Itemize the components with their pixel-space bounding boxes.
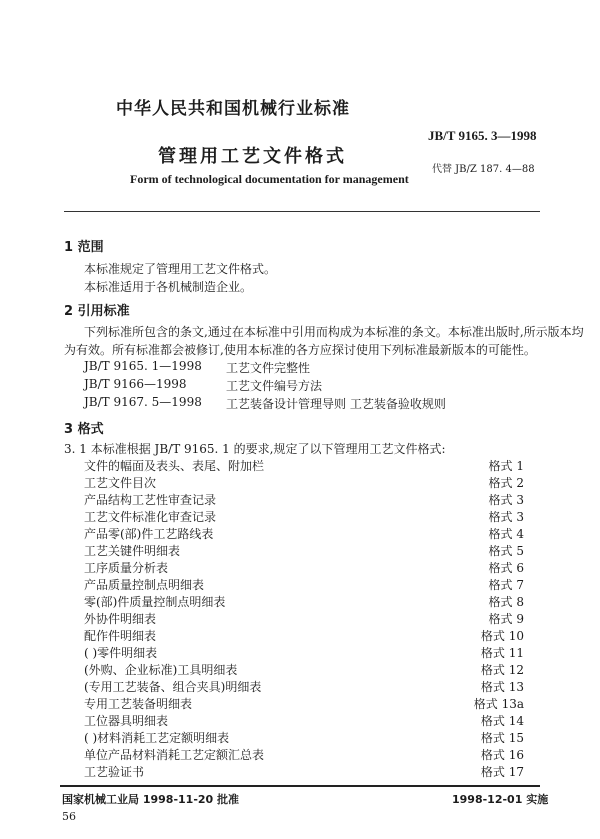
form-list-item — [84, 746, 524, 763]
english-title: Form of technological documentation for management — [130, 172, 409, 186]
form-name: 配作件明细表 — [84, 629, 157, 643]
section-2-para-line-2: 为有效。所有标准都会被修订,使用本标准的各方应探讨使用下列标准最新版本的可能性。 — [64, 343, 536, 357]
form-list-item — [84, 644, 524, 661]
form-list-item — [84, 474, 524, 491]
form-number: 格式 6 — [488, 561, 524, 575]
form-number: 格式 14 — [480, 714, 524, 728]
footer-divider — [60, 785, 540, 787]
form-name: ( )材料消耗工艺定额明细表 — [84, 731, 230, 745]
page-number: 56 — [62, 810, 76, 823]
section-2-para-line-1: 下列标准所包含的条文,通过在本标准中引用而构成为本标准的条文。本标准出版时,所示版本均 — [84, 325, 584, 339]
form-name: 零(部)件质量控制点明细表 — [84, 595, 226, 609]
form-name: 产品零(部)件工艺路线表 — [84, 527, 214, 541]
form-name: 工位器具明细表 — [84, 714, 169, 728]
replaces-note: 代替 JB/Z 187. 4—88 — [432, 164, 535, 175]
form-number: 格式 2 — [488, 476, 524, 490]
form-number: 格式 8 — [488, 595, 524, 609]
form-name: (专用工艺装备、组合夹具)明细表 — [84, 680, 262, 694]
form-list-item — [84, 542, 524, 559]
form-number: 格式 15 — [480, 731, 524, 745]
reference-title: 工艺文件完整性 — [226, 361, 311, 375]
form-name: 产品结构工艺性审查记录 — [84, 493, 217, 507]
form-number: 格式 5 — [488, 544, 524, 558]
form-list-item — [84, 678, 524, 695]
form-number: 格式 13 — [480, 680, 524, 694]
section-3-heading: 3 格式 — [64, 422, 104, 437]
form-list-item — [84, 610, 524, 627]
section-1-para-2: 本标准适用于各机械制造企业。 — [84, 280, 253, 294]
form-number: 格式 4 — [488, 527, 524, 541]
form-list-item — [84, 695, 524, 712]
form-list-item — [84, 593, 524, 610]
reference-title: 工艺装备设计管理导则 工艺装备验收规则 — [226, 397, 446, 411]
standard-code: JB/T 9165. 3—1998 — [428, 128, 537, 143]
form-name: 工艺关键件明细表 — [84, 544, 181, 558]
form-number: 格式 17 — [480, 765, 524, 779]
reference-code: JB/T 9166—1998 — [84, 377, 187, 391]
form-number: 格式 11 — [480, 646, 524, 660]
header-divider — [64, 211, 540, 212]
reference-code: JB/T 9165. 1—1998 — [84, 359, 202, 373]
approval-note: 国家机械工业局 1998-11-20 批准 — [62, 793, 240, 806]
form-list-item — [84, 491, 524, 508]
form-number: 格式 12 — [480, 663, 524, 677]
form-number: 格式 10 — [480, 629, 524, 643]
form-list-item — [84, 457, 524, 474]
form-number: 格式 3 — [488, 493, 524, 507]
form-number: 格式 3 — [488, 510, 524, 524]
form-name: 工艺文件目次 — [84, 476, 157, 490]
section-2-heading: 2 引用标准 — [64, 304, 130, 319]
org-title: 中华人民共和国机械行业标准 — [116, 99, 350, 119]
form-list-item — [84, 508, 524, 525]
reference-code: JB/T 9167. 5—1998 — [84, 395, 202, 409]
form-number: 格式 13a — [473, 697, 524, 711]
form-list-item — [84, 525, 524, 542]
form-list-item — [84, 661, 524, 678]
form-name: 工艺验证书 — [84, 765, 145, 779]
form-number: 格式 9 — [488, 612, 524, 626]
form-number: 格式 7 — [488, 578, 524, 592]
form-list-item — [84, 627, 524, 644]
doc-title: 管理用工艺文件格式 — [158, 146, 347, 167]
section-1-heading: 1 范围 — [64, 240, 104, 255]
form-name: 文件的幅面及表头、表尾、附加栏 — [84, 459, 265, 473]
form-name: 工艺文件标准化审查记录 — [84, 510, 217, 524]
form-name: (外购、企业标准)工具明细表 — [84, 663, 238, 677]
form-list-item — [84, 729, 524, 746]
form-list-item — [84, 712, 524, 729]
form-list-item — [84, 576, 524, 593]
effective-date: 1998-12-01 实施 — [452, 793, 549, 806]
form-list-item — [84, 763, 524, 780]
form-name: 工序质量分析表 — [84, 561, 169, 575]
form-name: 产品质量控制点明细表 — [84, 578, 205, 592]
reference-title: 工艺文件编号方法 — [226, 379, 323, 393]
form-list-item — [84, 559, 524, 576]
section-1-para-1: 本标准规定了管理用工艺文件格式。 — [84, 262, 277, 276]
form-number: 格式 1 — [488, 459, 524, 473]
section-3-intro: 3. 1 本标准根据 JB/T 9165. 1 的要求,规定了以下管理用工艺文件格式: — [64, 442, 446, 456]
form-name: ( )零件明细表 — [84, 646, 158, 660]
form-name: 专用工艺装备明细表 — [84, 697, 193, 711]
form-name: 单位产品材料消耗工艺定额汇总表 — [84, 748, 265, 762]
form-name: 外协件明细表 — [84, 612, 157, 626]
form-number: 格式 16 — [480, 748, 524, 762]
